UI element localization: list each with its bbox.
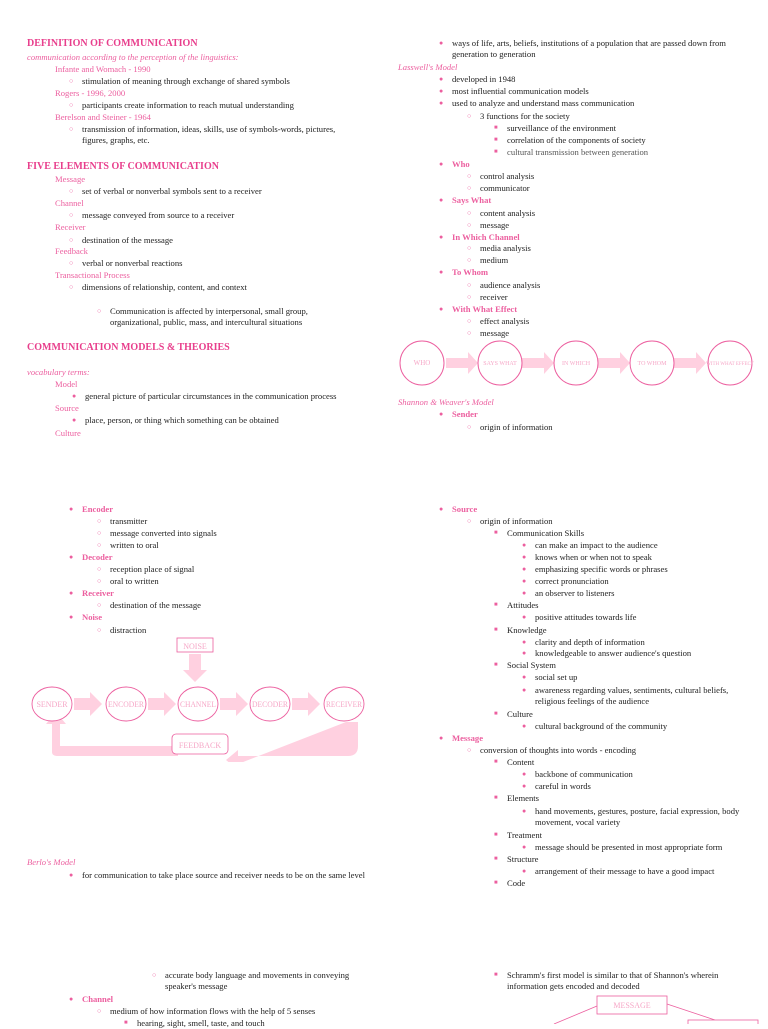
receiver-heading: ● Receiver <box>82 588 114 599</box>
rogers-label: Rogers - 1996, 2000 <box>55 88 126 98</box>
circle-label-says: SAYS WHAT <box>483 361 517 367</box>
knowledge-item-2: ● knowledgeable to answer audience's question <box>535 648 691 659</box>
function-1: ■ surveillance of the environment <box>507 123 616 134</box>
receiver-item-1: ○ destination of the message <box>110 600 201 611</box>
message-definition: ○ set of verbal or nonverbal symbols sent to a receiver <box>82 186 262 197</box>
skills-item-3: ● emphasizing specific words or phrases <box>535 564 668 575</box>
message-item-1: ○ conversion of thoughts into words - encoding <box>480 745 636 756</box>
whom-item-2: ○ receiver <box>480 292 508 303</box>
channel-label: Channel <box>55 198 84 208</box>
content-item-2: ● careful in words <box>535 781 591 792</box>
treatment-item-1: ● message should be presented in most appropriate form <box>535 842 722 853</box>
node-label-encoder: ENCODER <box>108 700 145 709</box>
source-heading: ● Source <box>452 504 477 515</box>
noise-item-1: ○ distraction <box>110 625 146 636</box>
channel-definition: ○ message conveyed from source to a receiver <box>82 210 234 221</box>
feedback-definition: ○ verbal or nonverbal reactions <box>82 258 182 269</box>
affected-note: ○ Communication is affected by interpersonal, small group, organizational, public, mass, and intercultural situations <box>110 306 360 328</box>
message-label: Message <box>55 174 86 184</box>
models-heading: COMMUNICATION MODELS & THEORIES <box>27 342 230 353</box>
says-item-1: ○ content analysis <box>480 208 535 219</box>
who-item-2: ○ communicator <box>480 183 530 194</box>
lasswell-point-3: ● used to analyze and understand mass communication <box>452 98 634 109</box>
encoder-item-1: ○ transmitter <box>110 516 147 527</box>
whom-item-1: ○ audience analysis <box>480 280 540 291</box>
culture-heading: ■ Culture <box>507 709 533 720</box>
structure-heading: ■ Structure <box>507 854 539 865</box>
receiver-definition: ○ destination of the message <box>82 235 173 246</box>
effect-item-1: ○ effect analysis <box>480 316 529 327</box>
node-label-receiver: RECEIVER <box>326 700 363 709</box>
definition-heading: DEFINITION OF COMMUNICATION <box>27 38 198 49</box>
skills-item-1: ● can make an impact to the audience <box>535 540 658 551</box>
treatment-heading: ■ Treatment <box>507 830 542 841</box>
definition-subheading: communication according to the perception of the linguistics: <box>27 52 239 62</box>
channel-item-1: ○ media analysis <box>480 243 531 254</box>
content-item-1: ● backbone of communication <box>535 769 633 780</box>
encoder-item-2: ○ message converted into signals <box>110 528 217 539</box>
five-elements-heading: FIVE ELEMENTS OF COMMUNICATION <box>27 161 219 172</box>
source-definition: ● place, person, or thing which something can be obtained <box>85 415 279 426</box>
berlo-definition: ● for communication to take place source and receiver needs to be on the same level <box>82 870 367 881</box>
feedback-return-left <box>46 712 178 756</box>
noise-box-label: NOISE <box>183 642 207 651</box>
says-what-heading: ● Says What <box>452 195 491 206</box>
schramm-line-right <box>667 1004 715 1020</box>
structure-item-1: ● arrangement of their message to have a good impact <box>535 866 714 877</box>
channel-item-1-berlo: ○ medium of how information flows with the help of 5 senses <box>110 1006 315 1017</box>
schramm-lower-box <box>688 1020 758 1024</box>
lasswell-diagram <box>398 338 763 390</box>
source-item-1: ○ origin of information <box>480 516 553 527</box>
berelson-definition: ○ transmission of information, ideas, skills, use of symbols-words, pictures, figures, graphs, etc. <box>82 124 362 146</box>
content-heading: ■ Content <box>507 757 534 768</box>
attitudes-heading: ■ Attitudes <box>507 600 539 611</box>
circle-label-who: WHO <box>413 359 431 367</box>
node-label-decoder: DECODER <box>252 700 289 709</box>
effect-heading: ● With What Effect <box>452 304 517 315</box>
elements-heading: ■ Elements <box>507 793 539 804</box>
sender-heading: ● Sender <box>452 409 478 420</box>
elements-item-1: ● hand movements, gestures, posture, facial expression, body movement, vocal variety <box>535 806 750 828</box>
feedback-label: Feedback <box>55 246 88 256</box>
noise-arrow <box>183 654 207 682</box>
encoder-item-3: ○ written to oral <box>110 540 159 551</box>
lasswell-heading: Lasswell's Model <box>398 62 458 72</box>
schramm-message-label: MESSAGE <box>613 1001 651 1010</box>
social-item-1: ● social set up <box>535 672 577 683</box>
function-2: ■ correlation of the components of society <box>507 135 646 146</box>
attitudes-item-1: ● positive attitudes towards life <box>535 612 636 623</box>
transactional-definition: ○ dimensions of relationship, content, and context <box>82 282 247 293</box>
channel-heading-berlo: ● Channel <box>82 994 113 1005</box>
culture-definition: ● ways of life, arts, beliefs, institutions of a population that are passed down from generation to generation <box>452 38 752 60</box>
node-label-channel: CHANNEL <box>180 700 217 709</box>
channel-senses: ■ hearing, sight, smell, taste, and touch <box>137 1018 265 1029</box>
channel-heading: ● In Which Channel <box>452 232 520 243</box>
lasswell-functions: ○ 3 functions for the society <box>480 111 570 122</box>
who-heading: ● Who <box>452 159 470 170</box>
decoder-heading: ● Decoder <box>82 552 113 563</box>
feedback-return-right <box>226 722 358 762</box>
skills-heading: ■ Communication Skills <box>507 528 584 539</box>
circle-label-effect: WITH WHAT EFFECT <box>706 362 754 367</box>
knowledge-heading: ■ Knowledge <box>507 625 547 636</box>
circle-label-in-which: IN WHICH <box>561 361 591 367</box>
social-item-2: ● awareness regarding values, sentiments, cultural beliefs, religious feelings of the audience <box>535 685 750 707</box>
skills-item-4: ● correct pronunciation <box>535 576 609 587</box>
decoder-item-1: ○ reception place of signal <box>110 564 194 575</box>
infante-definition: ○ stimulation of meaning through exchange of shared symbols <box>82 76 290 87</box>
model-term: Model <box>55 379 78 389</box>
lasswell-point-1: ● developed in 1948 <box>452 74 515 85</box>
channel-item-2: ○ medium <box>480 255 508 266</box>
schramm-note: ■ Schramm's first model is similar to that of Shannon's wherein information gets encoded and decoded <box>507 970 747 992</box>
circle-label-to-whom: TO WHOM <box>637 361 667 367</box>
schramm-line-left <box>554 1006 597 1024</box>
source-term: Source <box>55 403 79 413</box>
feedback-box-label: FEEDBACK <box>178 741 222 750</box>
encoder-heading: ● Encoder <box>82 504 113 515</box>
berelson-label: Berelson and Steiner - 1964 <box>55 112 151 122</box>
says-item-2: ○ message <box>480 220 509 231</box>
receiver-label: Receiver <box>55 222 86 232</box>
shannon-heading: Shannon & Weaver's Model <box>398 397 494 407</box>
sender-definition: ○ origin of information <box>480 422 553 433</box>
function-3: ■ cultural transmission between generation <box>507 147 648 158</box>
to-whom-heading: ● To Whom <box>452 267 488 278</box>
berlo-heading: Berlo's Model <box>27 857 76 867</box>
culture-term: Culture <box>55 428 81 438</box>
culture-item-1: ● cultural background of the community <box>535 721 667 732</box>
body-language-item: ○ accurate body language and movements in conveying speaker's message <box>165 970 365 992</box>
node-label-sender: SENDER <box>36 700 68 709</box>
schramm-diagram <box>540 994 762 1024</box>
knowledge-item-1: ● clarity and depth of information <box>535 637 645 648</box>
code-heading: ■ Code <box>507 878 525 889</box>
decoder-item-2: ○ oral to written <box>110 576 159 587</box>
model-definition: ● general picture of particular circumstances in the communication process <box>85 391 337 402</box>
who-item-1: ○ control analysis <box>480 171 534 182</box>
lasswell-point-2: ● most influential communication models <box>452 86 589 97</box>
vocab-label: vocabulary terms: <box>27 367 90 377</box>
message-heading: ● Message <box>452 733 483 744</box>
skills-item-5: ● an observer to listeners <box>535 588 614 599</box>
infante-label: Infante and Womach - 1990 <box>55 64 151 74</box>
noise-heading: ● Noise <box>82 612 102 623</box>
skills-item-2: ● knows when or when not to speak <box>535 552 652 563</box>
transactional-label: Transactional Process <box>55 270 130 280</box>
rogers-definition: ○ participants create information to reach mutual understanding <box>82 100 294 111</box>
effect-item-2: ○ message <box>480 328 509 339</box>
social-heading: ■ Social System <box>507 660 556 671</box>
shannon-weaver-diagram <box>28 636 368 762</box>
